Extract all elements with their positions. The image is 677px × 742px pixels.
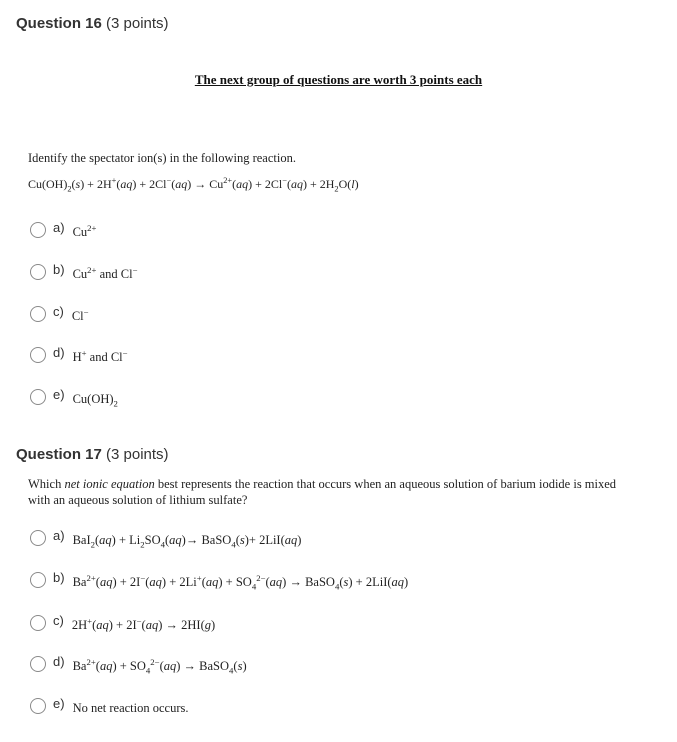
radio-button[interactable] — [30, 347, 46, 363]
q16-reaction — [28, 176, 359, 192]
option-text: H+ and Cl− — [72, 347, 128, 364]
option-letter: b) — [53, 261, 65, 277]
radio-button[interactable] — [30, 389, 46, 405]
q16-prompt: Identify the spectator ion(s) in the following reaction. — [28, 151, 296, 165]
option-letter: c) — [53, 612, 64, 628]
option-text: No net reaction occurs. — [72, 700, 189, 715]
question-17-title: Question 17 (3 points) — [16, 446, 169, 463]
option-text: $BaI_2(aq) + Li_2SO_4(aq)\to$ BaSO$_4$(s)+ 2LiI(aq) — [72, 532, 302, 549]
q16-option-b[interactable] — [30, 262, 138, 282]
q17-option-d[interactable] — [30, 654, 247, 674]
q17-option-c[interactable] — [30, 613, 215, 633]
q16-option-e[interactable] — [30, 387, 118, 407]
option-text: $Cu^{2+}$ — [72, 222, 97, 239]
option-text: $Ba^{2+}(aq) + SO_4^{2-}(aq)$ → BaSO$_4$(s) — [72, 656, 247, 675]
q16-option-d[interactable] — [30, 345, 128, 365]
radio-button[interactable] — [30, 264, 46, 280]
q16-option-c[interactable] — [30, 304, 89, 324]
q17-option-a[interactable] — [30, 528, 301, 548]
radio-button[interactable] — [30, 615, 46, 631]
option-text: $Cu(OH)_2$ — [72, 391, 118, 408]
option-text: 2H+(aq) + 2I−(aq) → 2HI(g) — [71, 615, 216, 632]
option-letter: a) — [53, 219, 65, 235]
option-letter: d) — [53, 344, 65, 360]
q17-option-e[interactable] — [30, 696, 189, 716]
option-letter: a) — [53, 527, 65, 543]
q16-option-a[interactable] — [30, 220, 96, 240]
option-letter: c) — [53, 303, 64, 319]
option-text: Cl− — [71, 306, 89, 323]
radio-button[interactable] — [30, 572, 46, 588]
option-letter: e) — [53, 695, 65, 711]
radio-button[interactable] — [30, 656, 46, 672]
q17-option-b[interactable] — [30, 570, 408, 590]
option-text: $Ba^{2+}(aq) + 2I^-(aq) + 2Li^+(aq) + SO_4^{2-}(aq)$ → BaSO$_4$(s) + 2LiI(aq) — [72, 572, 409, 591]
reaction-equation: $Cu(OH)_2(s) + 2H^+(aq) + 2Cl^-(aq) \to Cu^{2+}(aq) + 2Cl^-(aq) + 2H_2O(l)$ — [28, 176, 359, 194]
radio-button[interactable] — [30, 698, 46, 714]
radio-button[interactable] — [30, 306, 46, 322]
option-text: $Cu^{2+}$ and Cl− — [72, 264, 138, 281]
option-letter: e) — [53, 386, 65, 402]
radio-button[interactable] — [30, 222, 46, 238]
option-letter: d) — [53, 653, 65, 669]
points-banner: The next group of questions are worth 3 points each — [194, 72, 483, 87]
radio-button[interactable] — [30, 530, 46, 546]
option-letter: b) — [53, 569, 65, 585]
question-16-title: Question 16 (3 points) — [16, 15, 169, 32]
q17-prompt: Which net ionic equation best represents the reaction that occurs when an aqueous solution of barium iodide is mixed with an aqueous solution of lithium sulfate? — [28, 477, 617, 507]
